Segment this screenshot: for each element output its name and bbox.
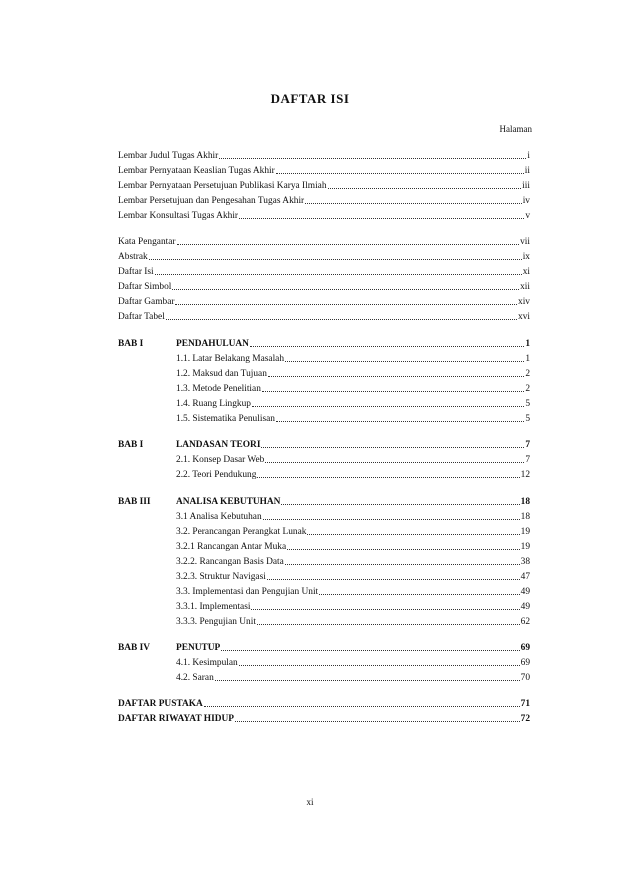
dot-leader	[175, 303, 517, 305]
section-page: 62	[520, 617, 530, 627]
toc-entry[interactable]	[118, 264, 530, 278]
section-label: 1.4. Ruang Lingkup	[176, 399, 251, 409]
dot-leader	[221, 649, 519, 651]
dot-leader	[285, 360, 524, 362]
toc-section[interactable]	[176, 539, 530, 553]
dot-leader	[149, 258, 522, 260]
dot-leader	[172, 288, 519, 290]
toc-section[interactable]	[176, 584, 530, 598]
section-page: 19	[520, 542, 530, 552]
dot-leader	[285, 563, 520, 565]
entry-page: iv	[522, 196, 530, 206]
dot-leader	[268, 375, 524, 377]
toc-entry[interactable]	[118, 294, 530, 308]
section-label: 1.5. Sistematika Penulisan	[176, 414, 275, 424]
entry-page: xiv	[518, 297, 530, 307]
entry-label: Daftar Gambar	[118, 297, 175, 307]
toc-section[interactable]	[176, 524, 530, 538]
dot-leader	[305, 202, 522, 204]
dot-leader	[262, 390, 524, 392]
toc-entry[interactable]	[118, 148, 530, 162]
dot-leader	[307, 533, 519, 535]
toc-entry[interactable]	[118, 163, 530, 177]
chapter-page: 69	[520, 643, 530, 653]
dot-leader	[252, 405, 524, 407]
entry-label: Kata Pengantar	[118, 237, 176, 247]
section-label: 2.1. Konsep Dasar Web	[176, 455, 265, 465]
toc-entry[interactable]	[118, 234, 530, 248]
section-label: 1.2. Maksud dan Tujuan	[176, 369, 267, 379]
entry-label: Daftar Simbol	[118, 282, 172, 292]
chapter-title: PENUTUP	[176, 643, 221, 653]
section-page: 12	[520, 470, 530, 480]
entry-label: Lembar Persetujuan dan Pengesahan Tugas Akhir	[118, 196, 305, 206]
section-label: 3.2.3. Struktur Navigasi	[176, 572, 266, 582]
section-page: 49	[520, 602, 530, 612]
section-label: 1.1. Latar Belakang Masalah	[176, 354, 285, 364]
section-page: 69	[520, 658, 530, 668]
footer-page-number: xi	[306, 797, 314, 807]
dot-leader	[239, 217, 524, 219]
section-label: 3.3.3. Pengujian Unit	[176, 617, 256, 627]
section-page: 47	[520, 572, 530, 582]
dot-leader	[287, 548, 519, 550]
dot-leader	[281, 503, 519, 505]
toc-entry[interactable]	[118, 193, 530, 207]
section-label: 4.2. Saran	[176, 673, 214, 683]
chapter-heading[interactable]	[118, 494, 530, 508]
entry-page: 72	[520, 714, 530, 724]
toc-section[interactable]	[176, 467, 530, 481]
halaman-label: Halaman	[499, 124, 532, 134]
toc-entry[interactable]	[118, 279, 530, 293]
entry-label: Daftar Isi	[118, 267, 154, 277]
entry-label: Daftar Tabel	[118, 312, 165, 322]
section-label: 3.3.1. Implementasi	[176, 602, 251, 612]
entry-label: Lembar Konsultasi Tugas Akhir	[118, 211, 239, 221]
toc-entry[interactable]	[118, 208, 530, 222]
section-page: 5	[525, 414, 530, 424]
section-page: 19	[520, 527, 530, 537]
chapter-heading[interactable]	[118, 437, 530, 451]
toc-section[interactable]	[176, 366, 530, 380]
entry-label: Lembar Pernyataan Persetujuan Publikasi Karya Ilmiah	[118, 181, 327, 191]
entry-label: Abstrak	[118, 252, 148, 262]
chapter-title: LANDASAN TEORI	[176, 440, 261, 450]
entry-page: xvi	[518, 312, 530, 322]
dot-leader	[215, 679, 520, 681]
entry-page: v	[525, 211, 530, 221]
toc-entry-bold[interactable]	[118, 711, 530, 725]
entry-page: ix	[522, 252, 530, 262]
chapter-page: 7	[525, 440, 530, 450]
entry-label: Lembar Judul Tugas Akhir	[118, 151, 219, 161]
dot-leader	[239, 664, 520, 666]
entry-label: Lembar Pernyataan Keaslian Tugas Akhir	[118, 166, 275, 176]
dot-leader	[235, 720, 520, 722]
chapter-heading[interactable]	[118, 336, 530, 350]
section-page: 2	[525, 369, 530, 379]
toc-entry[interactable]	[118, 249, 530, 263]
chapter-number: BAB I	[118, 440, 144, 450]
dot-leader	[219, 157, 526, 159]
chapter-number: BAB I	[118, 339, 144, 349]
section-page: 18	[520, 512, 530, 522]
section-page: 1	[525, 354, 530, 364]
toc-entry[interactable]	[118, 309, 530, 323]
dot-leader	[328, 187, 522, 189]
chapter-page: 1	[525, 339, 530, 349]
toc-section[interactable]	[176, 396, 530, 410]
section-page: 7	[525, 455, 530, 465]
dot-leader	[155, 273, 522, 275]
section-label: 3.2.2. Rancangan Basis Data	[176, 557, 284, 567]
dot-leader	[257, 623, 520, 625]
page-title: DAFTAR ISI	[270, 91, 350, 106]
dot-leader	[257, 476, 519, 478]
dot-leader	[319, 593, 519, 595]
chapter-number: BAB IV	[118, 643, 151, 653]
toc-section[interactable]	[176, 670, 530, 684]
section-page: 2	[525, 384, 530, 394]
chapter-heading[interactable]	[118, 640, 530, 654]
dot-leader	[267, 578, 520, 580]
section-page: 5	[525, 399, 530, 409]
toc-section[interactable]	[176, 411, 530, 425]
entry-page: xii	[520, 282, 530, 292]
chapter-title: ANALISA KEBUTUHAN	[176, 497, 281, 507]
toc-section[interactable]	[176, 614, 530, 628]
dot-leader	[177, 243, 520, 245]
chapter-number: BAB III	[118, 497, 151, 507]
section-label: 3.1 Analisa Kebutuhan	[176, 512, 262, 522]
entry-page: ii	[524, 166, 530, 176]
toc-entry[interactable]	[118, 178, 530, 192]
section-page: 70	[520, 673, 530, 683]
entry-page: xi	[522, 267, 530, 277]
dot-leader	[251, 608, 519, 610]
section-label: 1.3. Metode Penelitian	[176, 384, 261, 394]
toc-section[interactable]	[176, 599, 530, 613]
section-page: 49	[520, 587, 530, 597]
dot-leader	[250, 345, 524, 347]
entry-page: vii	[520, 237, 530, 247]
section-page: 38	[520, 557, 530, 567]
toc-section[interactable]	[176, 351, 530, 365]
section-label: 3.2. Perancangan Perangkat Lunak	[176, 527, 307, 537]
dot-leader	[276, 420, 524, 422]
toc-section[interactable]	[176, 554, 530, 568]
toc-section[interactable]	[176, 569, 530, 583]
section-label: 3.2.1 Rancangan Antar Muka	[176, 542, 287, 552]
entry-label: DAFTAR RIWAYAT HIDUP	[118, 714, 234, 724]
dot-leader	[276, 172, 524, 174]
dot-leader	[265, 461, 524, 463]
dot-leader	[204, 705, 520, 707]
toc-section[interactable]	[176, 655, 530, 669]
dot-leader	[166, 318, 517, 320]
toc-section[interactable]	[176, 452, 530, 466]
section-label: 3.3. Implementasi dan Pengujian Unit	[176, 587, 319, 597]
entry-page: i	[527, 151, 530, 161]
entry-page: 71	[520, 699, 530, 709]
toc-entry-bold[interactable]	[118, 696, 530, 710]
toc-section[interactable]	[176, 381, 530, 395]
chapter-title: PENDAHULUAN	[176, 339, 249, 349]
entry-label: DAFTAR PUSTAKA	[118, 699, 203, 709]
toc-section[interactable]	[176, 509, 530, 523]
dot-leader	[263, 518, 520, 520]
entry-page: iii	[522, 181, 530, 191]
dot-leader	[261, 446, 524, 448]
section-label: 2.2. Teori Pendukung	[176, 470, 257, 480]
section-label: 4.1. Kesimpulan	[176, 658, 238, 668]
chapter-page: 18	[520, 497, 530, 507]
